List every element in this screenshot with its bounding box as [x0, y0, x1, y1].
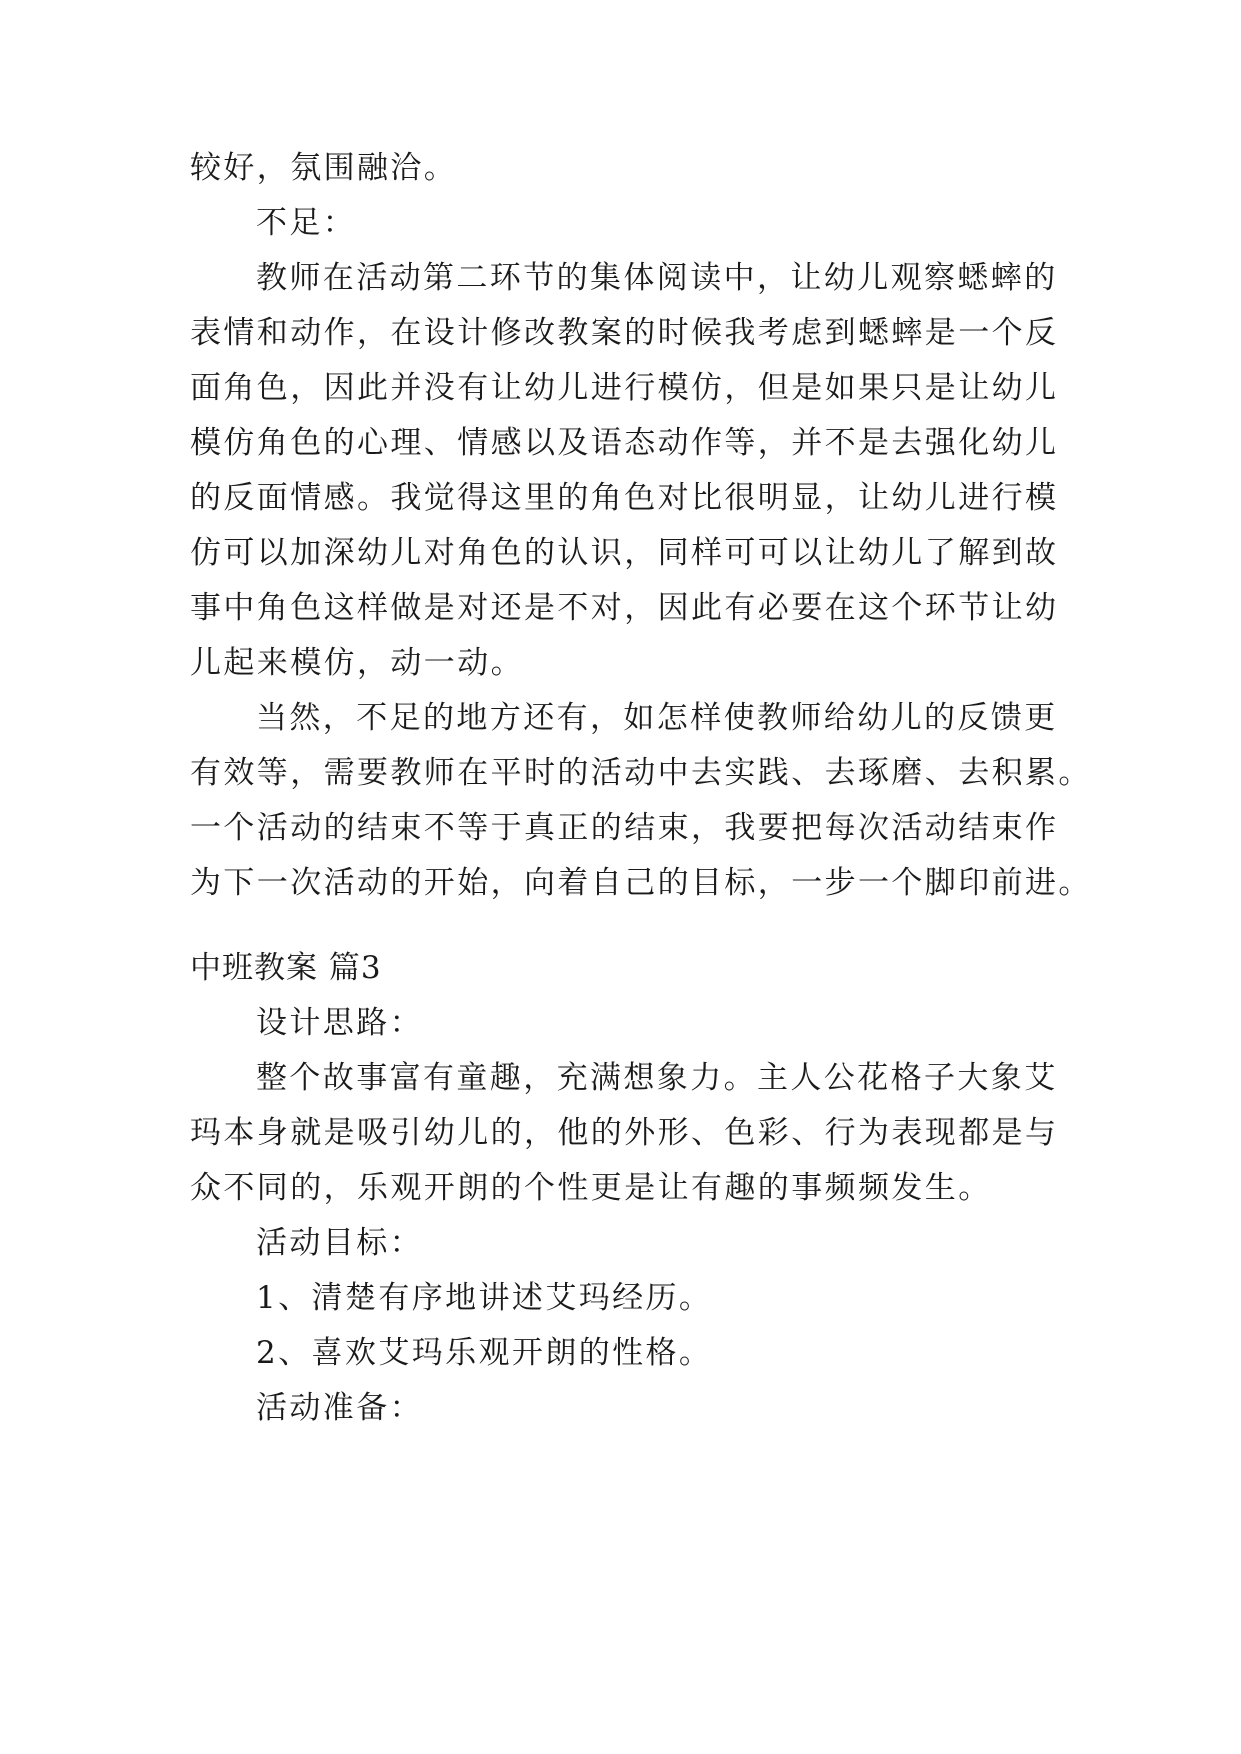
paragraph-line: 表情和动作，在设计修改教案的时候我考虑到蟋蟀是一个反 [190, 315, 1059, 351]
paragraph-line: 为下一次活动的开始，向着自己的目标，一步一个脚印前进。 [190, 865, 1092, 901]
goal-item: 1、清楚有序地讲述艾玛经历。 [256, 1280, 713, 1316]
paragraph-line: 玛本身就是吸引幼儿的，他的外形、色彩、行为表现都是与 [190, 1115, 1059, 1151]
paragraph-line: 教师在活动第二环节的集体阅读中，让幼儿观察蟋蟀的 [256, 260, 1058, 296]
paragraph-line: 有效等，需要教师在平时的活动中去实践、去琢磨、去积累。 [190, 755, 1092, 791]
section-label-preparation: 活动准备： [256, 1390, 423, 1426]
paragraph-line: 众不同的，乐观开朗的个性更是让有趣的事频频发生。 [190, 1170, 992, 1206]
paragraph-line: 的反面情感。我觉得这里的角色对比很明显，让幼儿进行模 [190, 480, 1059, 516]
paragraph-line: 事中角色这样做是对还是不对，因此有必要在这个环节让幼 [190, 590, 1059, 626]
paragraph-line: 较好，氛围融洽。 [190, 150, 458, 186]
paragraph-line: 仿可以加深幼儿对角色的认识，同样可可以让幼儿了解到故 [190, 535, 1059, 571]
paragraph-line: 整个故事富有童趣，充满想象力。主人公花格子大象艾 [256, 1060, 1058, 1096]
section-label-design-idea: 设计思路： [256, 1005, 423, 1041]
paragraph-line: 一个活动的结束不等于真正的结束，我要把每次活动结束作 [190, 810, 1059, 846]
section-label-shortcomings: 不足： [256, 205, 357, 241]
goal-item: 2、喜欢艾玛乐观开朗的性格。 [256, 1335, 713, 1371]
paragraph-line: 模仿角色的心理、情感以及语态动作等，并不是去强化幼儿 [190, 425, 1059, 461]
paragraph-line: 儿起来模仿，动一动。 [190, 645, 524, 681]
section-heading: 中班教案 篇3 [190, 950, 382, 986]
section-label-goals: 活动目标： [256, 1225, 423, 1261]
paragraph-line: 面角色，因此并没有让幼儿进行模仿，但是如果只是让幼儿 [190, 370, 1059, 406]
paragraph-line: 当然，不足的地方还有，如怎样使教师给幼儿的反馈更 [256, 700, 1058, 736]
